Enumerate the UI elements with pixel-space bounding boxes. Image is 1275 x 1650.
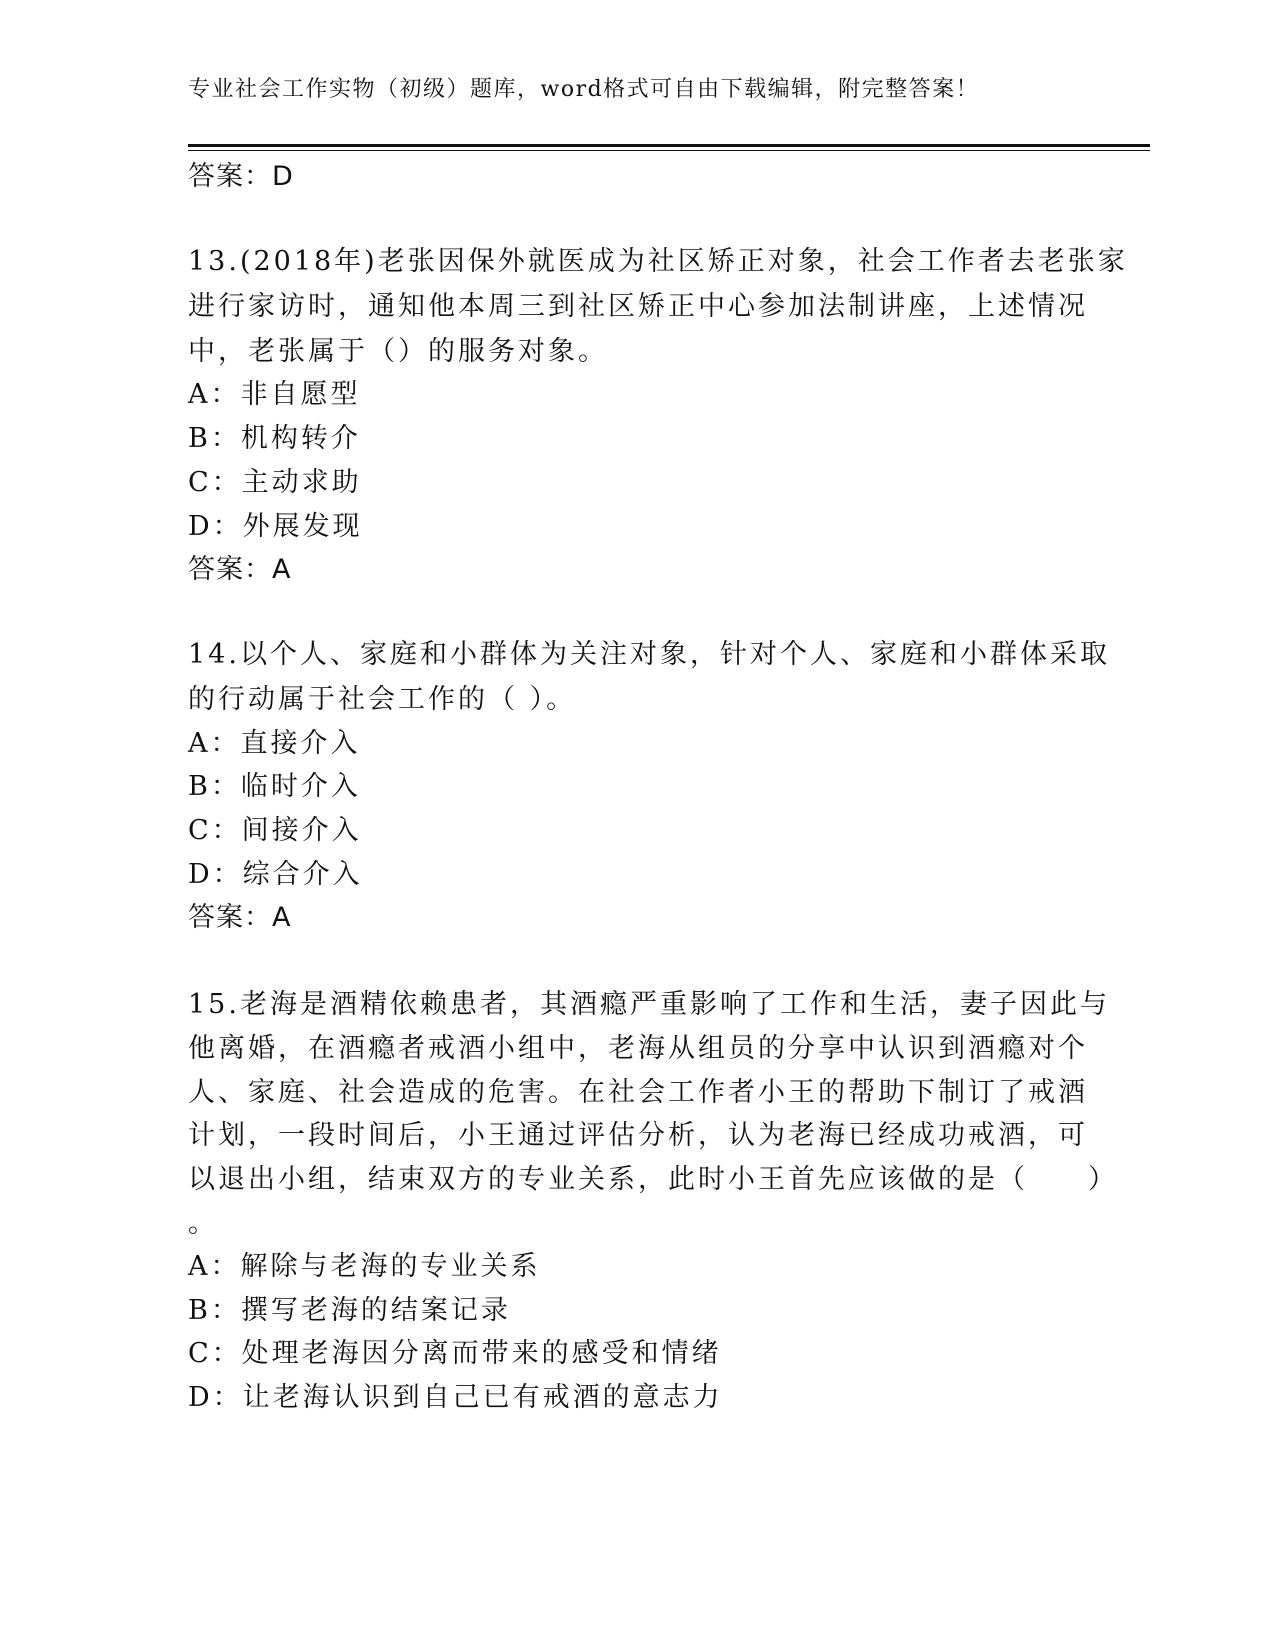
header-rule-thin bbox=[188, 150, 1150, 151]
question-text-line: 人、家庭、社会造成的危害。在社会工作者小王的帮助下制订了戒酒 bbox=[188, 1077, 1088, 1108]
answer: 答案：A bbox=[188, 554, 292, 585]
question-text-line: 计划，一段时间后，小王通过评估分析，认为老海已经成功戒酒，可 bbox=[188, 1120, 1088, 1151]
option-b: B：撰写老海的结案记录 bbox=[188, 1295, 511, 1326]
option-b: B：临时介入 bbox=[188, 771, 361, 802]
option-b: B：机构转介 bbox=[188, 423, 361, 454]
option-a: A：非自愿型 bbox=[188, 379, 361, 410]
option-c: C：处理老海因分离而带来的感受和情绪 bbox=[188, 1338, 722, 1369]
page-header: 专业社会工作实物（初级）题库，word格式可自由下载编辑，附完整答案！ bbox=[188, 77, 980, 102]
option-d: D：综合介入 bbox=[188, 859, 363, 890]
option-a: A：解除与老海的专业关系 bbox=[188, 1251, 541, 1282]
question-text-line: 的行动属于社会工作的（ ）。 bbox=[188, 684, 577, 715]
question-text-line: 13.(2018年)老张因保外就医成为社区矫正对象，社会工作者去老张家 bbox=[188, 246, 1128, 277]
previous-answer: 答案：D bbox=[188, 161, 294, 192]
option-c: C：间接介入 bbox=[188, 815, 362, 846]
option-a: A：直接介入 bbox=[188, 728, 361, 759]
question-text-line: 以退出小组，结束双方的专业关系，此时小王首先应该做的是（ ） bbox=[188, 1164, 1118, 1195]
question-text-line: 中，老张属于（）的服务对象。 bbox=[188, 336, 608, 367]
answer: 答案：A bbox=[188, 902, 292, 933]
question-text-line: 14.以个人、家庭和小群体为关注对象，针对个人、家庭和小群体采取 bbox=[188, 639, 1110, 670]
question-text-line: 他离婚，在酒瘾者戒酒小组中，老海从组员的分享中认识到酒瘾对个 bbox=[188, 1033, 1088, 1064]
option-c: C：主动求助 bbox=[188, 467, 362, 498]
option-d: D：外展发现 bbox=[188, 511, 363, 542]
question-text-line: 进行家访时，通知他本周三到社区矫正中心参加法制讲座，上述情况 bbox=[188, 291, 1088, 322]
question-text-line: 15.老海是酒精依赖患者，其酒瘾严重影响了工作和生活，妻子因此与 bbox=[188, 989, 1110, 1020]
header-rule-thick bbox=[188, 144, 1150, 147]
option-d: D：让老海认识到自己已有戒酒的意志力 bbox=[188, 1382, 723, 1413]
question-text-line: 。 bbox=[188, 1208, 218, 1239]
